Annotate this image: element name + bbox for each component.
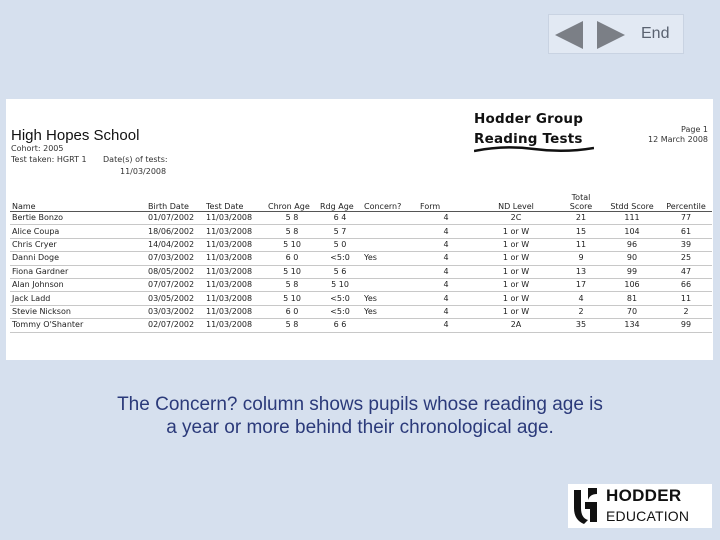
column-header: Concern? [364, 202, 402, 211]
rdg-age-cell: <5:0 [330, 293, 350, 303]
form-cell: 4 [443, 266, 449, 276]
concern-cell [362, 265, 418, 278]
name-cell: Jack Ladd [12, 293, 51, 303]
birth-date-cell: 01/07/2002 [148, 213, 195, 223]
name-cell: Alice Coupa [12, 226, 60, 236]
stdd-score-cell: 99 [626, 266, 638, 276]
birth-date-cell: 03/03/2002 [148, 306, 195, 316]
dates-label: Date(s) of tests: [103, 155, 168, 164]
hodder-education-logo [568, 484, 712, 528]
concern-cell: Yes [364, 306, 377, 316]
birth-date-cell: 14/04/2002 [148, 239, 195, 249]
name-cell: Tommy O'Shanter [12, 320, 84, 330]
table-body [10, 212, 712, 333]
next-arrow-icon[interactable] [595, 19, 627, 51]
name-cell: Bertie Bonzo [12, 213, 64, 223]
page-number: Page 1 [681, 125, 708, 134]
cohort-label: Cohort: 2005 [11, 144, 64, 153]
stdd-score-cell: 96 [626, 239, 638, 249]
concern-cell [362, 238, 418, 251]
caption-line-2: a year or more behind their chronological age. [166, 417, 554, 438]
rdg-age-cell: <5:0 [330, 253, 350, 263]
test-date-cell: 11/03/2008 [206, 293, 253, 303]
nd-level-cell: 1 or W [502, 293, 530, 303]
caption-line-1: The Concern? column shows pupils whose reading age is [117, 394, 603, 415]
slide-navigation [548, 14, 684, 54]
rdg-age-cell: 5 0 [333, 239, 347, 249]
chron-age-cell: 5 10 [283, 239, 301, 249]
nd-level-cell: 2A [510, 320, 522, 330]
dates-value: 11/03/2008 [120, 167, 167, 176]
form-cell: 4 [443, 280, 449, 290]
table-row [10, 238, 712, 251]
concern-cell [362, 212, 418, 225]
column-header: Stdd Score [610, 202, 654, 211]
nd-level-cell: 1 or W [502, 306, 530, 316]
brand-line-1: Hodder Group [474, 111, 584, 127]
form-cell: 4 [443, 306, 449, 316]
test-date-cell: 11/03/2008 [206, 280, 253, 290]
chron-age-cell: 6 0 [285, 306, 299, 316]
report-panel [6, 99, 713, 360]
form-cell: 4 [443, 293, 449, 303]
stdd-score-cell: 81 [626, 293, 638, 303]
rdg-age-cell: 5 10 [331, 280, 349, 290]
percentile-cell: 47 [680, 266, 692, 276]
percentile-cell: 77 [680, 213, 692, 223]
name-cell: Alan Johnson [12, 280, 64, 290]
table-row [10, 252, 712, 265]
column-header: Chron Age [268, 202, 310, 211]
end-button[interactable]: End [641, 25, 670, 42]
brand-swoosh-graphic [474, 145, 594, 155]
chron-age-cell: 5 8 [285, 213, 299, 223]
total-score-cell: 9 [578, 253, 584, 263]
chron-age-cell: 5 8 [285, 320, 299, 330]
school-name: High Hopes School [11, 127, 140, 144]
name-cell: Fiona Gardner [12, 266, 69, 276]
nd-level-cell: 2C [510, 213, 522, 223]
percentile-cell: 66 [680, 280, 692, 290]
chron-age-cell: 5 10 [283, 293, 301, 303]
chron-age-cell: 5 8 [285, 280, 299, 290]
percentile-cell: 61 [680, 226, 692, 236]
stdd-score-cell: 106 [624, 280, 640, 290]
form-cell: 4 [443, 253, 449, 263]
percentile-cell: 99 [680, 320, 692, 330]
test-date-cell: 11/03/2008 [206, 213, 253, 223]
table-row [10, 319, 712, 332]
previous-arrow-icon[interactable] [553, 19, 585, 51]
test-date-cell: 11/03/2008 [206, 306, 253, 316]
percentile-cell: 39 [680, 239, 692, 249]
total-score-cell: 21 [575, 213, 587, 223]
slide-caption [40, 393, 680, 439]
table-row [10, 212, 712, 225]
stdd-score-cell: 104 [624, 226, 640, 236]
column-header: ND Level [498, 202, 534, 211]
test-taken-label: Test taken: HGRT 1 [11, 155, 87, 164]
concern-cell: Yes [364, 253, 377, 263]
form-cell: 4 [443, 239, 449, 249]
rdg-age-cell: <5:0 [330, 306, 350, 316]
stdd-score-cell: 111 [624, 213, 640, 223]
name-cell: Chris Cryer [12, 239, 57, 249]
nd-level-cell: 1 or W [502, 239, 530, 249]
name-cell: Danni Doge [12, 253, 60, 263]
birth-date-cell: 07/07/2002 [148, 280, 195, 290]
test-date-cell: 11/03/2008 [206, 253, 253, 263]
print-date: 12 March 2008 [647, 135, 708, 144]
stdd-score-cell: 70 [626, 306, 638, 316]
concern-cell [362, 319, 418, 332]
test-date-cell: 11/03/2008 [206, 226, 253, 236]
table-row [10, 278, 712, 291]
rdg-age-cell: 5 7 [333, 226, 347, 236]
birth-date-cell: 02/07/2002 [148, 320, 195, 330]
test-date-cell: 11/03/2008 [206, 239, 253, 249]
hodder-logo-mark-icon [570, 486, 602, 526]
form-cell: 4 [443, 226, 449, 236]
birth-date-cell: 18/06/2002 [148, 226, 195, 236]
column-header: Percentile [666, 202, 706, 211]
column-header: Birth Date [148, 202, 189, 211]
birth-date-cell: 03/05/2002 [148, 293, 195, 303]
rdg-age-cell: 5 6 [333, 266, 347, 276]
rdg-age-cell: 6 6 [333, 320, 347, 330]
total-score-cell: 11 [575, 239, 587, 249]
results-table [10, 191, 712, 333]
percentile-cell: 11 [680, 293, 692, 303]
brand-line-2: Reading Tests [474, 131, 583, 147]
concern-cell [362, 225, 418, 238]
rdg-age-cell: 6 4 [333, 213, 347, 223]
logo-line-2: EDUCATION [606, 508, 690, 524]
percentile-cell: 25 [680, 253, 692, 263]
nd-level-cell: 1 or W [502, 253, 530, 263]
column-header: Rdg Age [320, 202, 354, 211]
total-score-cell: 2 [578, 306, 584, 316]
total-score-cell: 4 [578, 293, 584, 303]
column-header: Test Date [206, 202, 244, 211]
test-date-cell: 11/03/2008 [206, 320, 253, 330]
nd-level-cell: 1 or W [502, 226, 530, 236]
report-brand-title [474, 109, 583, 149]
total-score-cell: 15 [575, 226, 587, 236]
stdd-score-cell: 90 [626, 253, 638, 263]
chron-age-cell: 5 10 [283, 266, 301, 276]
page-info [628, 125, 708, 145]
column-header: Form [420, 202, 441, 211]
chron-age-cell: 5 8 [285, 226, 299, 236]
birth-date-cell: 08/05/2002 [148, 266, 195, 276]
nd-level-cell: 1 or W [502, 280, 530, 290]
concern-cell: Yes [364, 293, 377, 303]
table-row [10, 225, 712, 238]
form-cell: 4 [443, 213, 449, 223]
birth-date-cell: 07/03/2002 [148, 253, 195, 263]
table-row [10, 305, 712, 318]
column-header: Total Score [569, 193, 593, 211]
column-header: Name [12, 202, 36, 211]
table-row [10, 265, 712, 278]
stdd-score-cell: 134 [624, 320, 640, 330]
total-score-cell: 17 [575, 280, 587, 290]
percentile-cell: 2 [683, 306, 689, 316]
logo-line-1: HODDER [606, 486, 682, 505]
chron-age-cell: 6 0 [285, 253, 299, 263]
table-row [10, 292, 712, 305]
nd-level-cell: 1 or W [502, 266, 530, 276]
concern-cell [362, 278, 418, 291]
name-cell: Stevie Nickson [12, 306, 71, 316]
total-score-cell: 35 [575, 320, 587, 330]
total-score-cell: 13 [575, 266, 587, 276]
form-cell: 4 [443, 320, 449, 330]
table-header-row [10, 191, 712, 212]
test-date-cell: 11/03/2008 [206, 266, 253, 276]
